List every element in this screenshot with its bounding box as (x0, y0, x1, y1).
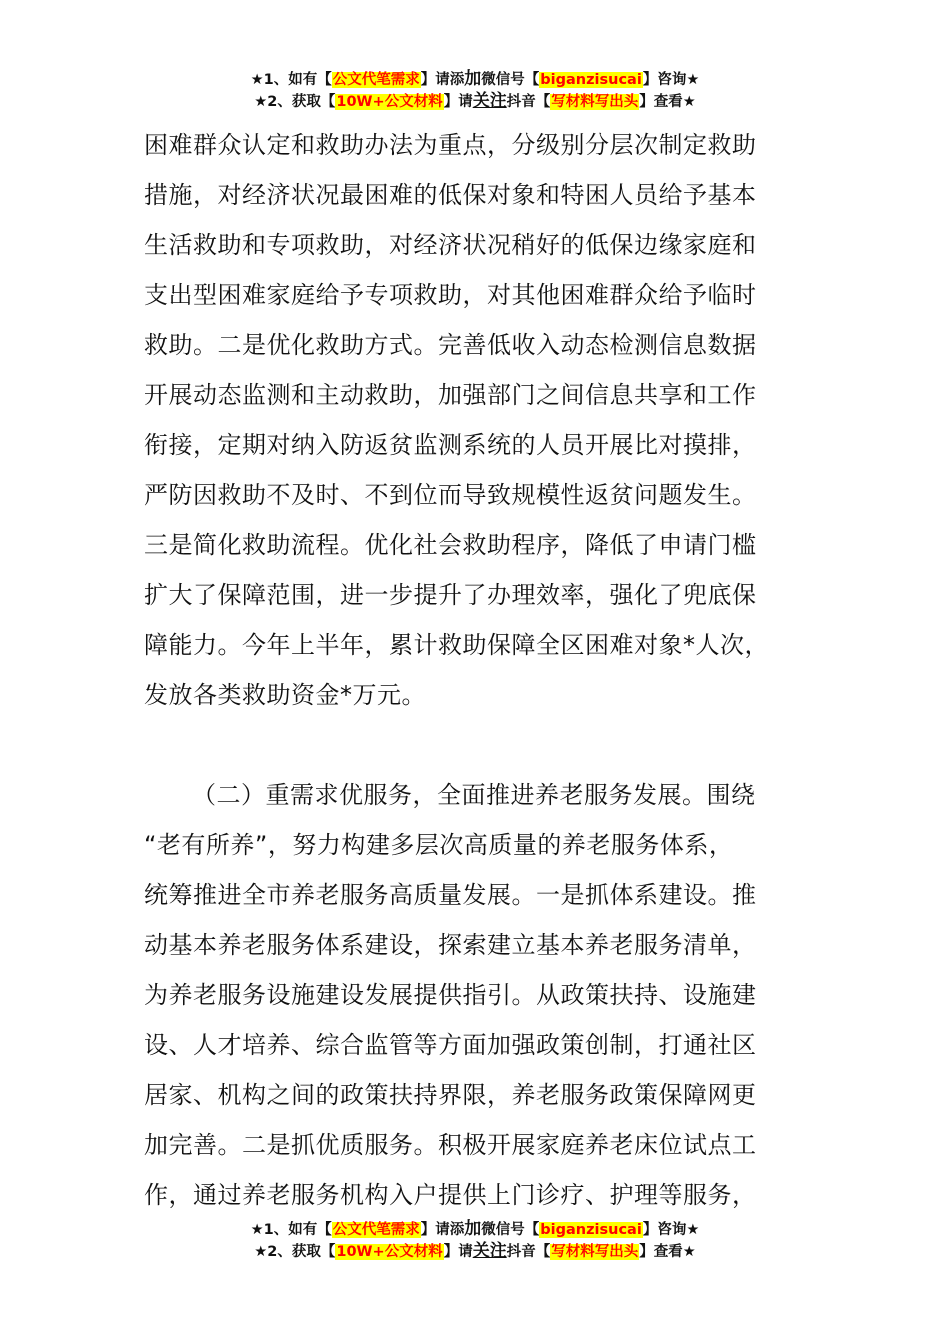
text-line: 为养老服务设施建设发展提供指引。从政策扶持、设施建 (144, 981, 757, 1009)
header-line-1 (0, 68, 950, 90)
footer-line-1-text: 】请添 (420, 1222, 465, 1238)
footer-line-2 (0, 1240, 950, 1262)
header-line-1-prefix: ★1、如有【 (250, 72, 332, 88)
text-line: 加完善。二是抓优质服务。积极开展家庭养老床位试点工 (144, 1131, 757, 1159)
text-line: 设、人才培养、综合监管等方面加强政策创制，打通社区 (144, 1031, 757, 1059)
header-line-1-wechat-label: 微信号【 (481, 72, 540, 88)
document-body (144, 120, 814, 1220)
text-line: 生活救助和专项救助，对经济状况稍好的低保边缘家庭和 (144, 231, 757, 259)
footer-line-1-emphasis: 加 (464, 1219, 482, 1239)
text-line: 动基本养老服务体系建设，探索建立基本养老服务清单， (144, 931, 757, 959)
footer-line-1-prefix: ★1、如有【 (250, 1222, 332, 1238)
header-line-2 (0, 90, 950, 112)
header-line-2-emphasis: 关注 (472, 91, 507, 111)
header-line-2-prefix: ★2、获取【 (254, 94, 336, 110)
text-line: 扩大了保障范围，进一步提升了办理效率，强化了兜底保 (144, 581, 757, 609)
header-highlight-materials: 10W+公文材料 (336, 94, 443, 110)
paragraph-2 (144, 770, 814, 1220)
footer-line-2-emphasis: 关注 (472, 1241, 507, 1261)
header-banner (0, 68, 950, 112)
footer-line-2-text: 】请 (443, 1244, 473, 1260)
text-line: 开展动态监测和主动救助，加强部门之间信息共享和工作 (144, 381, 757, 409)
footer-line-1-wechat-label: 微信号【 (481, 1222, 540, 1238)
footer-wechat-id: biganzisucai (540, 1222, 642, 1238)
header-douyin-account: 写材料写出头 (551, 94, 639, 110)
footer-highlight-writing-service: 公文代笔需求 (332, 1222, 420, 1238)
text-line: 居家、机构之间的政策扶持界限，养老服务政策保障网更 (144, 1081, 757, 1109)
text-line: （二）重需求优服务，全面推进养老服务发展。围绕 (192, 781, 756, 809)
text-line: 措施，对经济状况最困难的低保对象和特困人员给予基本 (144, 181, 757, 209)
text-line: “老有所养”，努力构建多层次高质量的养老服务体系， (144, 831, 734, 859)
footer-highlight-materials: 10W+公文材料 (336, 1244, 443, 1260)
header-wechat-id: biganzisucai (540, 72, 642, 88)
header-line-2-douyin-label: 抖音【 (506, 94, 551, 110)
footer-douyin-account: 写材料写出头 (551, 1244, 639, 1260)
paragraph-1 (144, 120, 814, 720)
header-line-2-text: 】请 (443, 94, 473, 110)
text-line: 支出型困难家庭给予专项救助，对其他困难群众给予临时 (144, 281, 757, 309)
text-line: 发放各类救助资金*万元。 (144, 681, 426, 709)
header-highlight-writing-service: 公文代笔需求 (332, 72, 420, 88)
text-line: 严防因救助不及时、不到位而导致规模性返贫问题发生。 (144, 481, 757, 509)
footer-banner (0, 1218, 950, 1262)
text-line: 衔接，定期对纳入防返贫监测系统的人员开展比对摸排， (144, 431, 757, 459)
text-line: 障能力。今年上半年，累计救助保障全区困难对象*人次， (144, 631, 769, 659)
header-line-1-suffix: 】咨询★ (642, 72, 700, 88)
footer-line-1 (0, 1218, 950, 1240)
text-line: 救助。二是优化救助方式。完善低收入动态检测信息数据 (144, 331, 757, 359)
footer-line-2-prefix: ★2、获取【 (254, 1244, 336, 1260)
footer-line-1-suffix: 】咨询★ (642, 1222, 700, 1238)
text-line: 困难群众认定和救助办法为重点，分级别分层次制定救助 (144, 131, 757, 159)
header-line-1-emphasis: 加 (464, 69, 482, 89)
text-line: 三是简化救助流程。优化社会救助程序，降低了申请门槛 (144, 531, 757, 559)
text-line: 作，通过养老服务机构入户提供上门诊疗、护理等服务， (144, 1181, 757, 1209)
header-line-1-text: 】请添 (420, 72, 465, 88)
header-line-2-suffix: 】查看★ (639, 94, 696, 110)
text-line: 统筹推进全市养老服务高质量发展。一是抓体系建设。推 (144, 881, 757, 909)
footer-line-2-suffix: 】查看★ (639, 1244, 696, 1260)
paragraph-spacer (144, 720, 814, 770)
footer-line-2-douyin-label: 抖音【 (506, 1244, 551, 1260)
